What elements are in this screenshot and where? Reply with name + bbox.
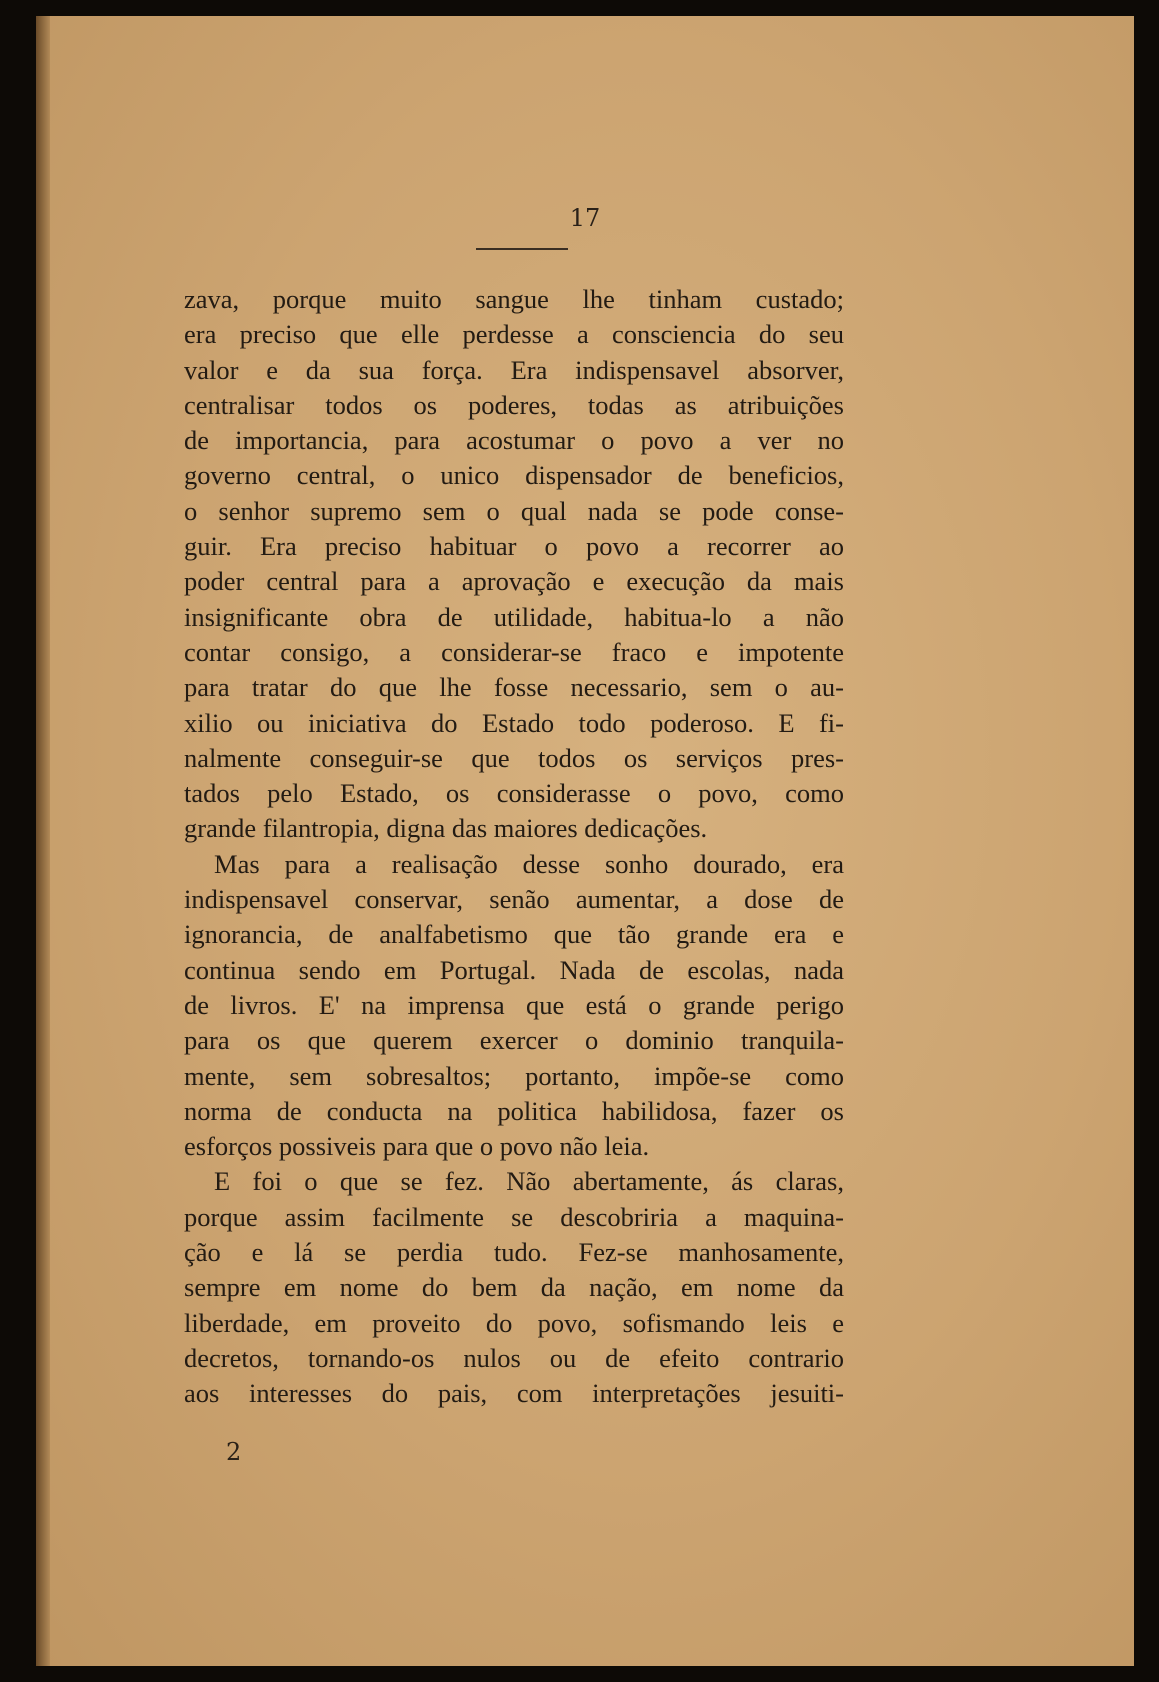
text-line: tados pelo Estado, os considerasse o povo, como <box>184 778 844 809</box>
text-line: aos interesses do pais, com interpretações jesuiti- <box>184 1378 844 1409</box>
text-line: para tratar do que lhe fosse necessario, sem o au- <box>184 672 844 703</box>
page-number-rule <box>476 248 568 250</box>
text-line: centralisar todos os poderes, todas as atribuições <box>184 389 844 420</box>
text-line: liberdade, em proveito do povo, sofismando leis e <box>184 1307 844 1338</box>
text-line: contar consigo, a considerar-se fraco e impotente <box>184 636 844 667</box>
text-line: poder central para a aprovação e execução da mais <box>184 566 844 597</box>
body-text <box>184 282 844 1412</box>
text-line: continua sendo em Portugal. Nada de escolas, nada <box>184 954 844 985</box>
text-line: valor e da sua força. Era indispensavel absorver, <box>184 354 844 385</box>
text-line: xilio ou iniciativa do Estado todo poderoso. E fi- <box>184 707 844 738</box>
text-line: ção e lá se perdia tudo. Fez-se manhosamente, <box>184 1237 844 1268</box>
paragraph-start-line: E foi o que se fez. Não abertamente, ás claras, <box>214 1166 844 1197</box>
text-line: indispensavel conservar, senão aumentar, a dose de <box>184 884 844 915</box>
book-page <box>36 16 1134 1666</box>
page-number: 17 <box>569 204 601 232</box>
paragraph-start-line: Mas para a realisação desse sonho dourado, era <box>214 848 844 879</box>
text-line: insignificante obra de utilidade, habitua-lo a não <box>184 601 844 632</box>
text-line: porque assim facilmente se descobriria a maquina- <box>184 1201 844 1232</box>
signature-mark: 2 <box>226 1438 242 1466</box>
text-line: sempre em nome do bem da nação, em nome da <box>184 1272 844 1303</box>
text-line: mente, sem sobresaltos; portanto, impõe-se como <box>184 1060 844 1091</box>
text-line: norma de conducta na politica habilidosa, fazer os <box>184 1095 844 1126</box>
text-line: para os que querem exercer o dominio tranquila- <box>184 1025 844 1056</box>
text-line: nalmente conseguir-se que todos os serviços pres- <box>184 742 844 773</box>
text-line: era preciso que elle perdesse a consciencia do seu <box>184 319 844 350</box>
text-line: esforços possiveis para que o povo não leia. <box>184 1131 650 1162</box>
page-gutter-shadow <box>36 16 50 1666</box>
text-line: de importancia, para acostumar o povo a ver no <box>184 425 844 456</box>
text-line: ignorancia, de analfabetismo que tão grande era e <box>184 919 844 950</box>
text-line: governo central, o unico dispensador de beneficios, <box>184 460 844 491</box>
text-line: zava, porque muito sangue lhe tinham custado; <box>184 284 844 314</box>
text-line: de livros. E' na imprensa que está o grande perigo <box>184 989 844 1020</box>
text-line: o senhor supremo sem o qual nada se pode conse- <box>184 495 844 526</box>
text-line: decretos, tornando-os nulos ou de efeito contrario <box>184 1342 844 1373</box>
text-line: guir. Era preciso habituar o povo a recorrer ao <box>184 531 844 562</box>
text-line: grande filantropia, digna das maiores dedicações. <box>184 813 708 844</box>
